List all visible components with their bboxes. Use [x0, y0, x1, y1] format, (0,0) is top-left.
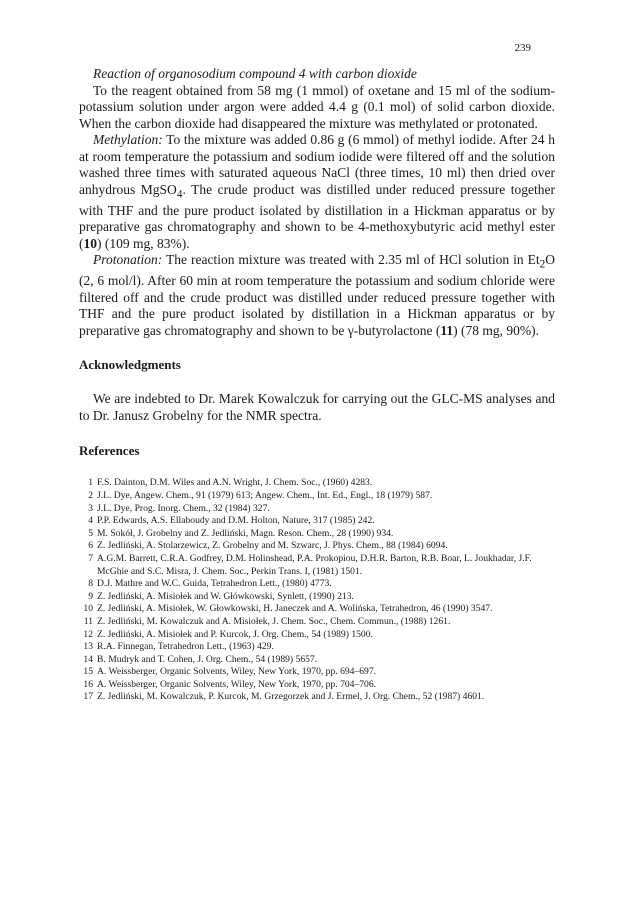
reference-item	[79, 503, 555, 516]
acknowledgments-text: We are indebted to Dr. Marek Kowalczuk for carrying out the GLC-MS analyses and to Dr. Janusz Grobelny for the NMR spectra.	[79, 391, 555, 423]
reference-text: B. Mudryk and T. Cohen, J. Org. Chem., 54 (1989) 5657.	[97, 653, 318, 665]
reference-number: 14	[83, 653, 93, 665]
reference-number: 6	[88, 540, 93, 552]
reference-text: Z. Jedliński, M. Kowalczuk and A. Misiołek, J. Chem. Soc., Chem. Commun., (1988) 1261.	[97, 615, 451, 627]
intro-paragraph: To the reagent obtained from 58 mg (1 mmol) of oxetane and 15 ml of the sodium-potassium solution under argon were added 4.4 g (0.1 mol) of solid carbon dioxide. When the carbon dioxide had disappeared the mixture was methylated or protonated.	[79, 82, 555, 131]
reference-item	[79, 666, 555, 679]
reference-number: 9	[88, 590, 93, 602]
references-heading: References	[79, 443, 140, 459]
reference-text: Z. Jedliński, A. Misiołek and W. Główkowski, Synlett, (1990) 213.	[97, 590, 354, 602]
methylation-compound: 10	[83, 235, 97, 251]
methylation-subscript: 4	[176, 188, 183, 201]
reference-text: A.G.M. Barrett, C.R.A. Godfrey, D.M. Holinshead, P.A. Prokopiou, D.H.R. Barton, R.B. Boar, L. Joukhadar, J.F. McGhie and S.C. Misra, J. Chem. Soc., Perkin Trans. I, (1981) 1501.	[97, 552, 532, 577]
reference-item	[79, 528, 555, 541]
reference-number: 13	[83, 641, 93, 653]
reference-number: 8	[88, 578, 93, 590]
section-title: Reaction of organosodium compound 4 with carbon dioxide	[93, 66, 417, 81]
reference-item	[79, 616, 555, 629]
reference-number: 1	[88, 477, 93, 489]
reference-number: 15	[83, 666, 93, 678]
references-list	[79, 477, 555, 704]
protonation-subscript: 2	[539, 258, 546, 271]
reference-number: 16	[83, 678, 93, 690]
reference-text: F.S. Dainton, D.M. Wiles and A.N. Wright, J. Chem. Soc., (1960) 4283.	[97, 477, 373, 489]
reference-text: J.L. Dye, Prog. Inorg. Chem., 32 (1984) 327.	[97, 502, 270, 514]
methylation-text-1: To the mixture was added 0.86 g (6 mmol) of methyl iodide. After 24 h at room temperature the potassium and sodium iodide were filtered off and the solution washed three times with saturated aqueous NaCl (three times, 10 ml) then dried over anhydrous MgSO	[79, 132, 555, 197]
reference-number: 17	[83, 691, 93, 703]
reference-item	[79, 641, 555, 654]
reference-number: 3	[88, 502, 93, 514]
reference-number: 12	[83, 628, 93, 640]
reference-number: 10	[83, 603, 93, 615]
protonation-label: Protonation:	[93, 252, 163, 268]
page-number: 239	[514, 42, 531, 54]
protonation-text-2: O (2, 6 mol/l). After 60 min at room temperature the potassium and sodium chloride were filtered off and the crude product was distilled under reduced pressure together with THF and the pure product isolated by distillation in a Hickman apparatus or by preparative gas chromatography and shown to be γ-butyrolactone (	[79, 252, 555, 338]
reference-text: Z. Jedliński, A. Misiołek, W. Głowkowski, H. Janeczek and A. Wolińska, Tetrahedron, 46 (1990) 3547.	[97, 603, 493, 615]
protonation-text-3: ) (78 mg, 90%).	[453, 322, 539, 338]
reference-item	[79, 654, 555, 667]
reference-number: 2	[88, 489, 93, 501]
reference-item	[79, 578, 555, 591]
methylation-paragraph	[79, 132, 555, 252]
reference-text: D.J. Mathre and W.C. Guida, Tetrahedron Lett., (1980) 4773.	[97, 578, 332, 590]
reference-item	[79, 691, 555, 704]
methylation-text-2: . The crude product was distilled under reduced pressure together with THF and the pure product isolated by distillation in a Hickman apparatus or by preparative gas chromatography and shown to be 4-methoxybutyric acid methyl ester (	[79, 181, 555, 251]
reference-text: A. Weissberger, Organic Solvents, Wiley, New York, 1970, pp. 704–706.	[97, 678, 377, 690]
reference-number: 5	[88, 527, 93, 539]
reference-item	[79, 490, 555, 503]
reference-text: R.A. Finnegan, Tetrahedron Lett., (1963) 429.	[97, 641, 274, 653]
methylation-label: Methylation:	[93, 132, 163, 147]
protonation-text-1: The reaction mixture was treated with 2.35 ml of HCl solution in Et	[162, 252, 540, 268]
reference-item	[79, 603, 555, 616]
acknowledgments-heading: Acknowledgments	[79, 357, 181, 373]
article-body	[79, 66, 555, 704]
reference-item	[79, 515, 555, 528]
reference-item	[79, 591, 555, 604]
reference-text: Z. Jedliński, A. Stolarzewicz, Z. Grobelny and M. Szwarc, J. Phys. Chem., 88 (1984) 6094.	[97, 540, 448, 552]
reference-text: Z. Jedliński, M. Kowalczuk, P. Kurcok, M. Grzegorzek and J. Ermel, J. Org. Chem., 52 (1987) 4601.	[97, 691, 485, 703]
reference-text: M. Sokół, J. Grobelny and Z. Jedliński, Magn. Reson. Chem., 28 (1990) 934.	[97, 527, 394, 539]
protonation-paragraph	[79, 252, 555, 339]
reference-text: J.L. Dye, Angew. Chem., 91 (1979) 613; Angew. Chem., Int. Ed., Engl., 18 (1979) 587.	[97, 489, 433, 501]
methylation-text-3: ) (109 mg, 83%).	[97, 235, 190, 251]
reference-number: 4	[88, 515, 93, 527]
reference-text: A. Weissberger, Organic Solvents, Wiley, New York, 1970, pp. 694–697.	[97, 666, 377, 678]
reference-item	[79, 477, 555, 490]
reference-number: 7	[88, 552, 93, 564]
protonation-compound: 11	[440, 322, 454, 338]
reference-number: 11	[83, 615, 93, 627]
reference-item	[79, 679, 555, 692]
reference-item	[79, 540, 555, 553]
reference-item	[79, 553, 555, 578]
reference-text: Z. Jedliński, A. Misiołek and P. Kurcok, J. Org. Chem., 54 (1989) 1500.	[97, 628, 373, 640]
reference-text: P.P. Edwards, A.S. Ellaboudy and D.M. Holton, Nature, 317 (1985) 242.	[97, 515, 375, 527]
reference-item	[79, 629, 555, 642]
